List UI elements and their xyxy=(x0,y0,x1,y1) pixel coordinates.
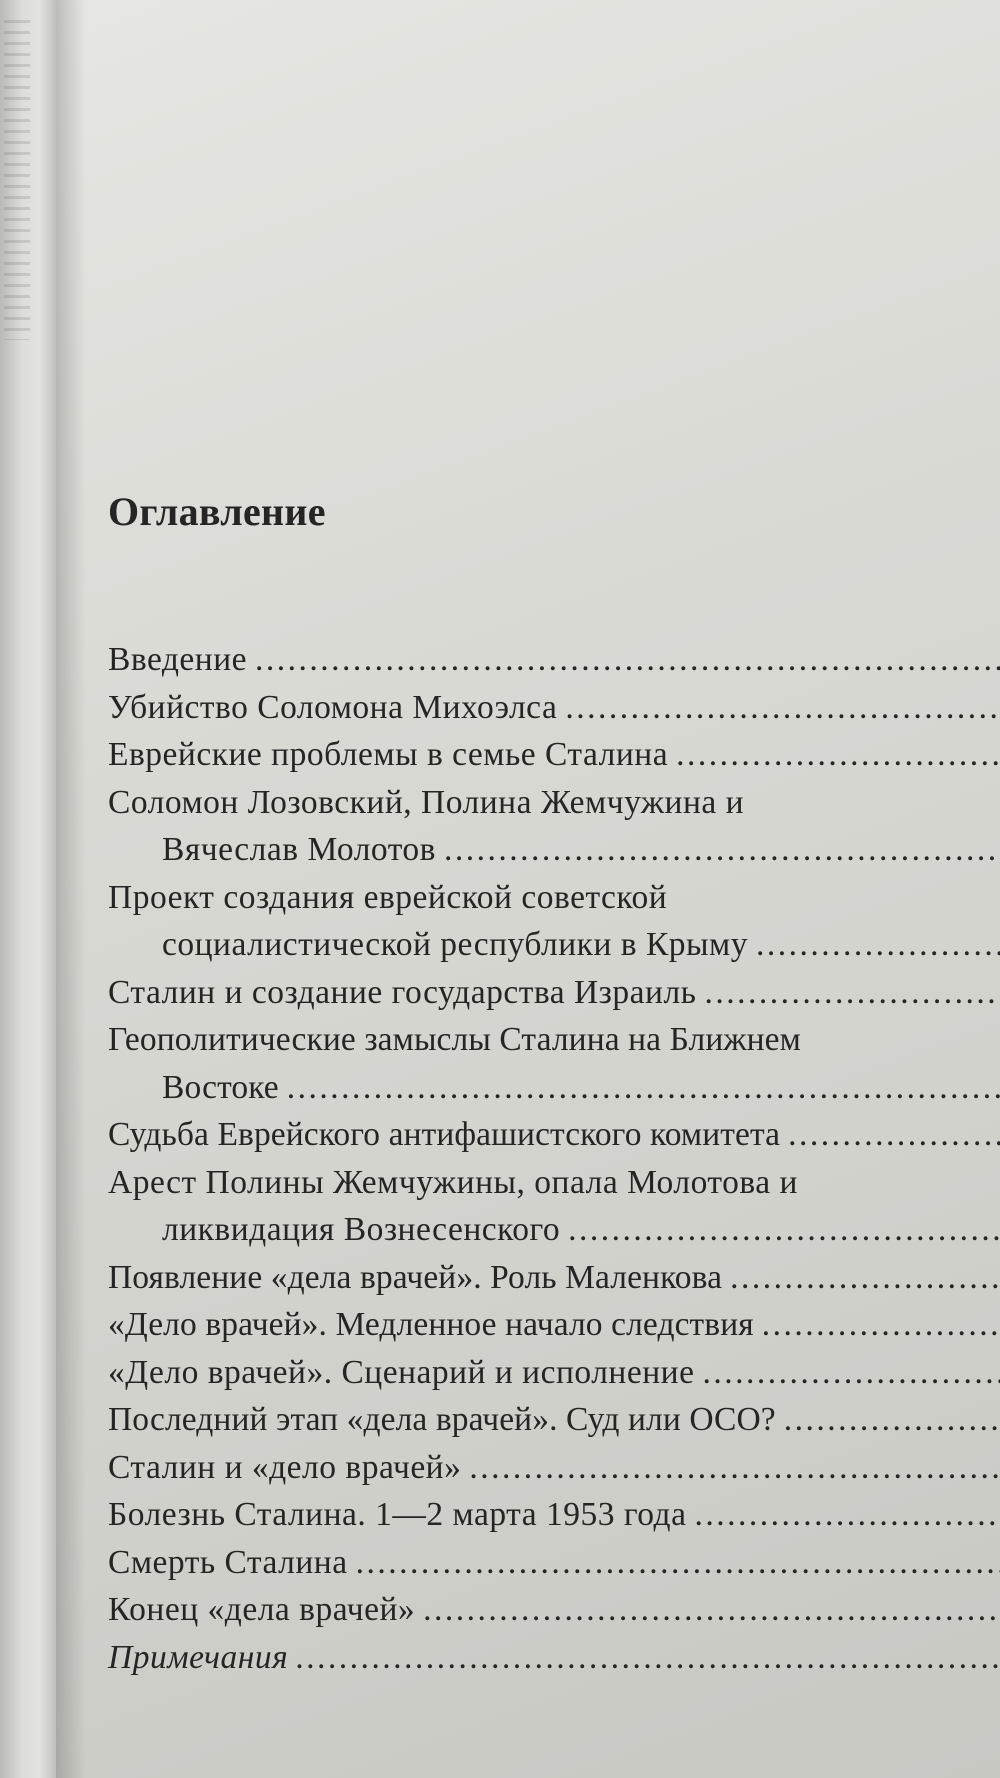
dot-leader xyxy=(788,1111,1000,1159)
table-of-contents xyxy=(108,636,1000,1681)
dot-leader xyxy=(565,684,1000,732)
toc-entry-illness: Болезнь Сталина. 1—2 марта 1953 года ..... xyxy=(108,1491,1000,1539)
dot-leader xyxy=(296,1634,1000,1682)
dot-leader xyxy=(704,969,1000,1017)
dot-leader xyxy=(423,1586,1000,1634)
toc-entry-family-problems: Еврейские проблемы в семье Сталина ..... xyxy=(108,731,1000,779)
toc-entry-scenario: «Дело врачей». Сценарий и исполнение ..... xyxy=(108,1349,1000,1397)
toc-entry-last-stage: Последний этап «дела врачей». Суд или ОСО? ..... xyxy=(108,1396,1000,1444)
dot-leader xyxy=(287,1064,1000,1112)
toc-entry-lozovsky: Соломон Лозовский, Полина Жемчужина и Вячеслав Молотов ..... xyxy=(108,779,1000,874)
dot-leader xyxy=(694,1491,1000,1539)
dot-leader xyxy=(568,1206,1000,1254)
toc-heading: Оглавление xyxy=(108,489,326,534)
dot-leader xyxy=(444,826,1000,874)
toc-entry-zhemchuzhina-arrest: Арест Полины Жемчужины, опала Молотова и ликвидация Вознесенского ..... xyxy=(108,1159,1000,1254)
toc-entry-israel: Сталин и создание государства Израиль ..... xyxy=(108,969,1000,1017)
toc-entry-doctors-plot-appearance: Появление «дела врачей». Роль Маленкова ..... xyxy=(108,1254,1000,1302)
dot-leader xyxy=(469,1444,1000,1492)
dot-leader xyxy=(702,1349,1000,1397)
toc-entry-stalin-doctors: Сталин и «дело врачей» ..... xyxy=(108,1444,1000,1492)
toc-entry-death: Смерть Сталина ..... xyxy=(108,1539,1000,1587)
toc-entry-slow-investigation: «Дело врачей». Медленное начало следствия ..... xyxy=(108,1301,1000,1349)
dot-leader xyxy=(784,1396,1000,1444)
dot-leader xyxy=(255,636,1000,684)
toc-entry-antifascist-committee: Судьба Еврейского антифашистского комитета ..... xyxy=(108,1111,1000,1159)
dot-leader xyxy=(730,1254,1000,1302)
spine-shadow xyxy=(56,0,86,1778)
toc-entry-end-of-plot: Конец «дела врачей» ..... xyxy=(108,1586,1000,1634)
dot-leader xyxy=(356,1539,1000,1587)
dot-leader xyxy=(756,921,1000,969)
adjacent-page-edge xyxy=(0,0,56,1778)
toc-entry-mikhoels: Убийство Соломона Михоэлса ..... xyxy=(108,684,1000,732)
toc-entry-introduction: Введение ..... xyxy=(108,636,1000,684)
toc-entry-middle-east: Геополитические замыслы Сталина на Ближнем Востоке ..... xyxy=(108,1016,1000,1111)
toc-entry-notes: Примечания ..... xyxy=(108,1634,1000,1682)
toc-entry-crimea-project: Проект создания еврейской советской социалистической республики в Крыму ..... xyxy=(108,874,1000,969)
dot-leader xyxy=(762,1301,1000,1349)
dot-leader xyxy=(676,731,1000,779)
